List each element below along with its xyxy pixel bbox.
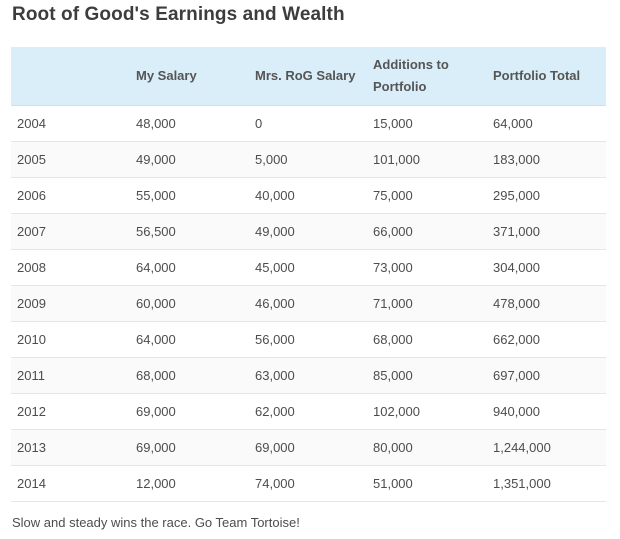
cell-mrs-rog-salary: 74,000 bbox=[249, 466, 367, 502]
cell-my-salary: 64,000 bbox=[130, 322, 249, 358]
cell-mrs-rog-salary: 5,000 bbox=[249, 142, 367, 178]
cell-mrs-rog-salary: 40,000 bbox=[249, 178, 367, 214]
cell-additions-to-portfolio: 51,000 bbox=[367, 466, 487, 502]
page-title: Root of Good's Earnings and Wealth bbox=[12, 4, 345, 25]
table-row bbox=[11, 430, 606, 466]
cell-my-salary: 69,000 bbox=[130, 394, 249, 430]
cell-my-salary: 60,000 bbox=[130, 286, 249, 322]
cell-portfolio-total: 1,351,000 bbox=[487, 466, 606, 502]
caption: Slow and steady wins the race. Go Team Tortoise! bbox=[12, 515, 300, 530]
cell-mrs-rog-salary: 63,000 bbox=[249, 358, 367, 394]
cell-mrs-rog-salary: 0 bbox=[249, 106, 367, 142]
table-row bbox=[11, 142, 606, 178]
header-portfolio-total: Portfolio Total bbox=[487, 47, 606, 106]
cell-year: 2013 bbox=[11, 430, 130, 466]
cell-my-salary: 49,000 bbox=[130, 142, 249, 178]
table-body bbox=[11, 106, 606, 502]
table-row bbox=[11, 322, 606, 358]
cell-additions-to-portfolio: 68,000 bbox=[367, 322, 487, 358]
cell-year: 2014 bbox=[11, 466, 130, 502]
table-row bbox=[11, 358, 606, 394]
earnings-wealth-table bbox=[11, 47, 606, 502]
cell-additions-to-portfolio: 85,000 bbox=[367, 358, 487, 394]
cell-portfolio-total: 64,000 bbox=[487, 106, 606, 142]
cell-additions-to-portfolio: 71,000 bbox=[367, 286, 487, 322]
cell-additions-to-portfolio: 75,000 bbox=[367, 178, 487, 214]
cell-portfolio-total: 662,000 bbox=[487, 322, 606, 358]
cell-portfolio-total: 304,000 bbox=[487, 250, 606, 286]
header-additions-to-portfolio: Additions to Portfolio bbox=[367, 47, 487, 106]
cell-year: 2008 bbox=[11, 250, 130, 286]
cell-mrs-rog-salary: 62,000 bbox=[249, 394, 367, 430]
table-header-row bbox=[11, 47, 606, 106]
cell-my-salary: 56,500 bbox=[130, 214, 249, 250]
cell-portfolio-total: 940,000 bbox=[487, 394, 606, 430]
cell-mrs-rog-salary: 56,000 bbox=[249, 322, 367, 358]
cell-portfolio-total: 478,000 bbox=[487, 286, 606, 322]
cell-my-salary: 48,000 bbox=[130, 106, 249, 142]
cell-my-salary: 64,000 bbox=[130, 250, 249, 286]
table-row bbox=[11, 178, 606, 214]
cell-year: 2005 bbox=[11, 142, 130, 178]
table-row bbox=[11, 106, 606, 142]
cell-additions-to-portfolio: 73,000 bbox=[367, 250, 487, 286]
cell-my-salary: 55,000 bbox=[130, 178, 249, 214]
cell-portfolio-total: 697,000 bbox=[487, 358, 606, 394]
table-row bbox=[11, 286, 606, 322]
cell-additions-to-portfolio: 80,000 bbox=[367, 430, 487, 466]
cell-year: 2009 bbox=[11, 286, 130, 322]
cell-additions-to-portfolio: 102,000 bbox=[367, 394, 487, 430]
cell-additions-to-portfolio: 66,000 bbox=[367, 214, 487, 250]
table-row bbox=[11, 394, 606, 430]
cell-portfolio-total: 1,244,000 bbox=[487, 430, 606, 466]
table-row bbox=[11, 214, 606, 250]
cell-my-salary: 12,000 bbox=[130, 466, 249, 502]
header-mrs-rog-salary: Mrs. RoG Salary bbox=[249, 47, 367, 106]
header-year bbox=[11, 47, 130, 106]
cell-mrs-rog-salary: 46,000 bbox=[249, 286, 367, 322]
cell-my-salary: 68,000 bbox=[130, 358, 249, 394]
cell-year: 2011 bbox=[11, 358, 130, 394]
cell-my-salary: 69,000 bbox=[130, 430, 249, 466]
cell-mrs-rog-salary: 49,000 bbox=[249, 214, 367, 250]
header-my-salary: My Salary bbox=[130, 47, 249, 106]
cell-mrs-rog-salary: 69,000 bbox=[249, 430, 367, 466]
cell-year: 2007 bbox=[11, 214, 130, 250]
cell-portfolio-total: 371,000 bbox=[487, 214, 606, 250]
cell-additions-to-portfolio: 15,000 bbox=[367, 106, 487, 142]
cell-mrs-rog-salary: 45,000 bbox=[249, 250, 367, 286]
cell-portfolio-total: 183,000 bbox=[487, 142, 606, 178]
cell-year: 2006 bbox=[11, 178, 130, 214]
table-row bbox=[11, 466, 606, 502]
table-row bbox=[11, 250, 606, 286]
cell-year: 2010 bbox=[11, 322, 130, 358]
cell-portfolio-total: 295,000 bbox=[487, 178, 606, 214]
cell-year: 2004 bbox=[11, 106, 130, 142]
cell-additions-to-portfolio: 101,000 bbox=[367, 142, 487, 178]
cell-year: 2012 bbox=[11, 394, 130, 430]
